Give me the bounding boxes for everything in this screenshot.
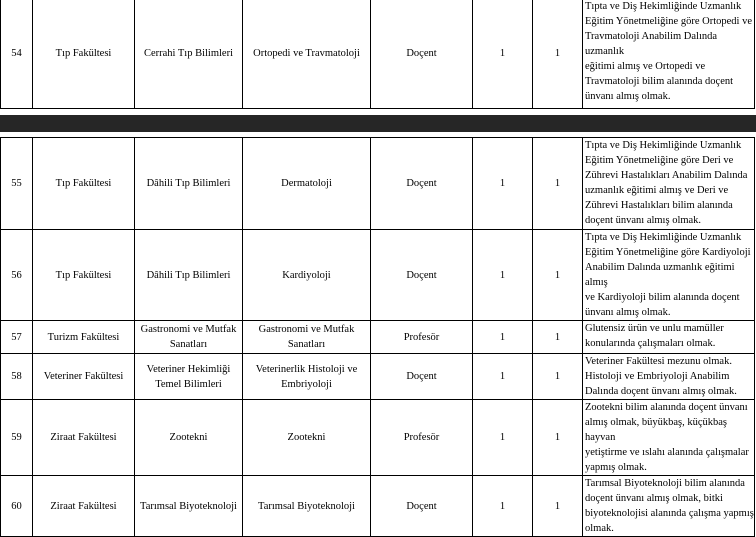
department-cell: Cerrahi Tıp Bilimleri [135,0,243,109]
department-cell: Dâhili Tıp Bilimleri [135,230,243,321]
requirement-line: ünvanı almış olmak. [585,307,671,318]
requirement-line: Histoloji ve Embriyoloji Anabilim [585,371,730,382]
requirements-cell [583,0,755,109]
faculty-cell: Ziraat Fakültesi [33,400,135,476]
requirements-cell [583,354,755,400]
requirement-line: yapmış olmak. [585,462,647,473]
row-number: 60 [1,476,33,537]
count-cell-2: 1 [533,230,583,321]
academic-title-cell: Doçent [371,230,473,321]
faculty-cell: Tıp Fakültesi [33,138,135,230]
requirement-line: Tıpta ve Diş Hekimliğinde Uzmanlık [585,232,742,243]
requirement-line: konularında çalışmaları olmak. [585,338,716,349]
academic-title-cell: Doçent [371,0,473,109]
count-cell-2: 1 [533,321,583,354]
requirement-line: Veteriner Fakültesi mezunu olmak. [585,356,732,367]
count-cell: 1 [473,138,533,230]
faculty-cell: Tıp Fakültesi [33,0,135,109]
faculty-cell: Ziraat Fakültesi [33,476,135,537]
count-cell-2: 1 [533,400,583,476]
table-row [1,321,755,354]
requirements-cell [583,476,755,537]
requirement-line: Tıpta ve Diş Hekimliğinde Uzmanlık [585,140,742,151]
requirement-line: Eğitim Yönetmeliğine göre Ortopedi ve [585,16,752,27]
requirements-cell [583,400,755,476]
requirement-line: Travmatoloji Anabilim Dalında uzmanlık [585,31,718,57]
table-row [1,354,755,400]
requirement-line: Zootekni bilim alanında doçent ünvanı [585,402,748,413]
department-cell: Veteriner Hekimliği Temel Bilimleri [135,354,243,400]
program-cell: Zootekni [243,400,371,476]
requirement-line: Tıpta ve Diş Hekimliğinde Uzmanlık [585,1,742,12]
row-number: 58 [1,354,33,400]
department-cell: Dâhili Tıp Bilimleri [135,138,243,230]
program-cell: Gastronomi ve Mutfak Sanatları [243,321,371,354]
staff-table-lower [0,137,755,537]
program-cell: Kardiyoloji [243,230,371,321]
page-break-band [0,115,756,132]
faculty-cell: Tıp Fakültesi [33,230,135,321]
row-number: 54 [1,0,33,109]
row-number: 57 [1,321,33,354]
count-cell: 1 [473,354,533,400]
count-cell: 1 [473,0,533,109]
count-cell: 1 [473,230,533,321]
requirement-line: Travmatoloji bilim alanında doçent [585,76,734,87]
program-cell: Veterinerlik Histoloji ve Embriyoloji [243,354,371,400]
academic-title-cell: Doçent [371,138,473,230]
requirement-line: uzmanlık eğitimi almış ve Deri ve [585,185,729,196]
row-number: 59 [1,400,33,476]
requirement-line: biyoteknolojisi alanında çalışma yapmış [585,508,754,519]
count-cell: 1 [473,321,533,354]
requirements-cell [583,230,755,321]
academic-title-cell: Doçent [371,354,473,400]
requirement-line: olmak. [585,523,614,534]
requirement-line: Eğitim Yönetmeliğine göre Kardiyoloji [585,247,751,258]
program-cell: Ortopedi ve Travmatoloji [243,0,371,109]
staff-table-upper [0,0,755,109]
row-number: 56 [1,230,33,321]
requirements-cell [583,321,755,354]
table-row [1,138,755,230]
requirement-line: Tarımsal Biyoteknoloji bilim alanında [585,478,745,489]
count-cell-2: 1 [533,0,583,109]
requirement-line: Glutensiz ürün ve unlu mamüller [585,323,724,334]
academic-title-cell: Doçent [371,476,473,537]
requirement-line: Zührevi Hastalıkları Anabilim Dalında [585,170,748,181]
count-cell-2: 1 [533,476,583,537]
requirement-line: almış olmak, büyükbaş, küçükbaş hayvan [585,417,728,443]
requirement-line: Dalında doçent ünvanı almış olmak. [585,386,737,397]
requirement-line: ve Kardiyoloji bilim alanında doçent [585,292,740,303]
count-cell-2: 1 [533,138,583,230]
department-cell: Zootekni [135,400,243,476]
program-cell: Dermatoloji [243,138,371,230]
department-cell: Tarımsal Biyoteknoloji [135,476,243,537]
requirement-line: ünvanı almış olmak. [585,91,671,102]
count-cell-2: 1 [533,354,583,400]
table-row [1,476,755,537]
department-cell: Gastronomi ve Mutfak Sanatları [135,321,243,354]
count-cell: 1 [473,476,533,537]
row-number: 55 [1,138,33,230]
requirement-line: doçent ünvanı almış olmak, bitki [585,493,723,504]
count-cell: 1 [473,400,533,476]
requirement-line: Zührevi Hastalıkları bilim alanında [585,200,733,211]
faculty-cell: Veteriner Fakültesi [33,354,135,400]
requirement-line: eğitimi almış ve Ortopedi ve [585,61,706,72]
table-row [1,0,755,109]
academic-title-cell: Profesör [371,400,473,476]
program-cell: Tarımsal Biyoteknoloji [243,476,371,537]
table-row [1,400,755,476]
requirement-line: doçent ünvanı almış olmak. [585,215,702,226]
academic-title-cell: Profesör [371,321,473,354]
requirement-line: Eğitim Yönetmeliğine göre Deri ve [585,155,734,166]
requirement-line: Anabilim Dalında uzmanlık eğitimi almış [585,262,735,288]
table-row [1,230,755,321]
requirements-cell [583,138,755,230]
faculty-cell: Turizm Fakültesi [33,321,135,354]
requirement-line: yetiştirme ve ıslahı alanında çalışmalar [585,447,749,458]
